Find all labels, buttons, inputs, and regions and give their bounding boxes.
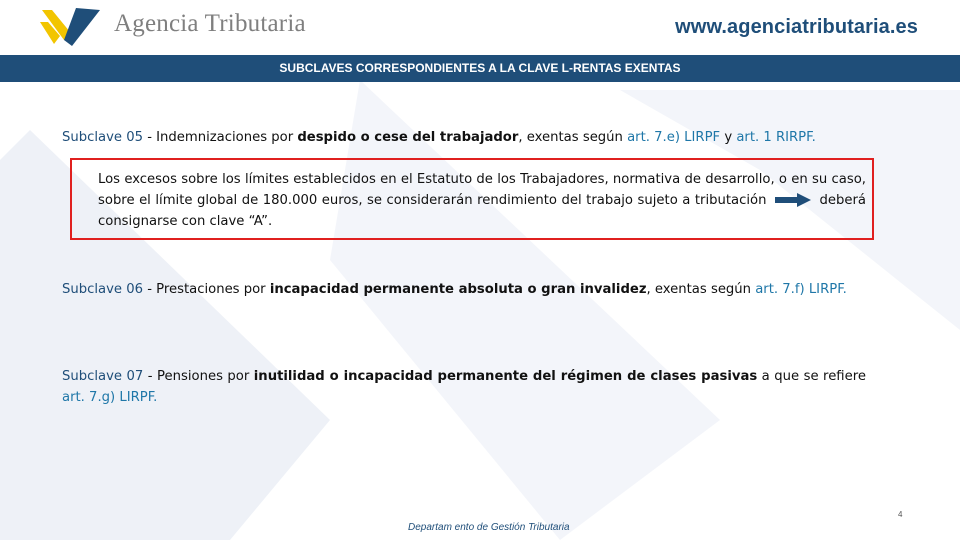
header	[0, 0, 960, 55]
subclave-06-bold: incapacidad permanente absoluta o gran invalidez	[269, 282, 647, 297]
box-text-part1: Los excesos sobre los límites establecidos en el Estatuto de los Trabajadores, normativa de desarrollo, o en su caso, sobre el límite global de 180.000 euros, se considerarán rendimiento del trabajo sujeto a tributación	[98, 172, 866, 208]
subclave-07-paragraph	[62, 366, 866, 408]
slide-title: SUBCLAVES CORRESPONDIENTES A LA CLAVE L-RENTAS EXENTAS	[0, 55, 960, 82]
subclave-05-mid: y	[720, 130, 737, 145]
page-number: 4	[898, 510, 903, 519]
subclave-05-after: , exentas según	[518, 130, 628, 145]
subclave-07-code: Subclave 07	[62, 369, 144, 384]
subclave-05-bold: despido o cese del trabajador	[297, 130, 519, 145]
subclave-07-after: a que se refiere	[757, 369, 866, 384]
website-url[interactable]: www.agenciatributaria.es	[675, 16, 918, 38]
subclave-06-code: Subclave 06	[62, 282, 143, 297]
subclave-06-text: - Prestaciones por	[143, 282, 270, 297]
subclave-07-ref: art. 7.g) LIRPF.	[62, 390, 158, 405]
box-text-part2: deberá consignarse con clave “A”.	[98, 193, 866, 229]
footer-department: Departam ento de Gestión Tributaria	[408, 522, 570, 533]
subclave-07-text: - Pensiones por	[143, 369, 254, 384]
subclave-05-text: - Indemnizaciones por	[143, 130, 298, 145]
subclave-06-after: , exentas según	[646, 282, 756, 297]
subclave-06-ref: art. 7.f) LIRPF.	[755, 282, 847, 297]
subclave-05-code: Subclave 05	[62, 130, 143, 145]
subclave-07-bold: inutilidad o incapacidad permanente del régimen de clases pasivas	[253, 369, 758, 384]
subclave-05-ref2: art. 1 RIRPF.	[736, 130, 816, 145]
arrow-right-icon	[775, 193, 811, 207]
agencia-tributaria-logo-icon	[36, 6, 102, 50]
highlight-box-text	[98, 169, 866, 232]
subclave-06-paragraph	[62, 279, 866, 300]
subclave-05-paragraph	[62, 127, 866, 148]
subclave-05-ref1: art. 7.e) LIRPF	[627, 130, 721, 145]
brand-name: Agencia Tributaria	[114, 10, 306, 37]
